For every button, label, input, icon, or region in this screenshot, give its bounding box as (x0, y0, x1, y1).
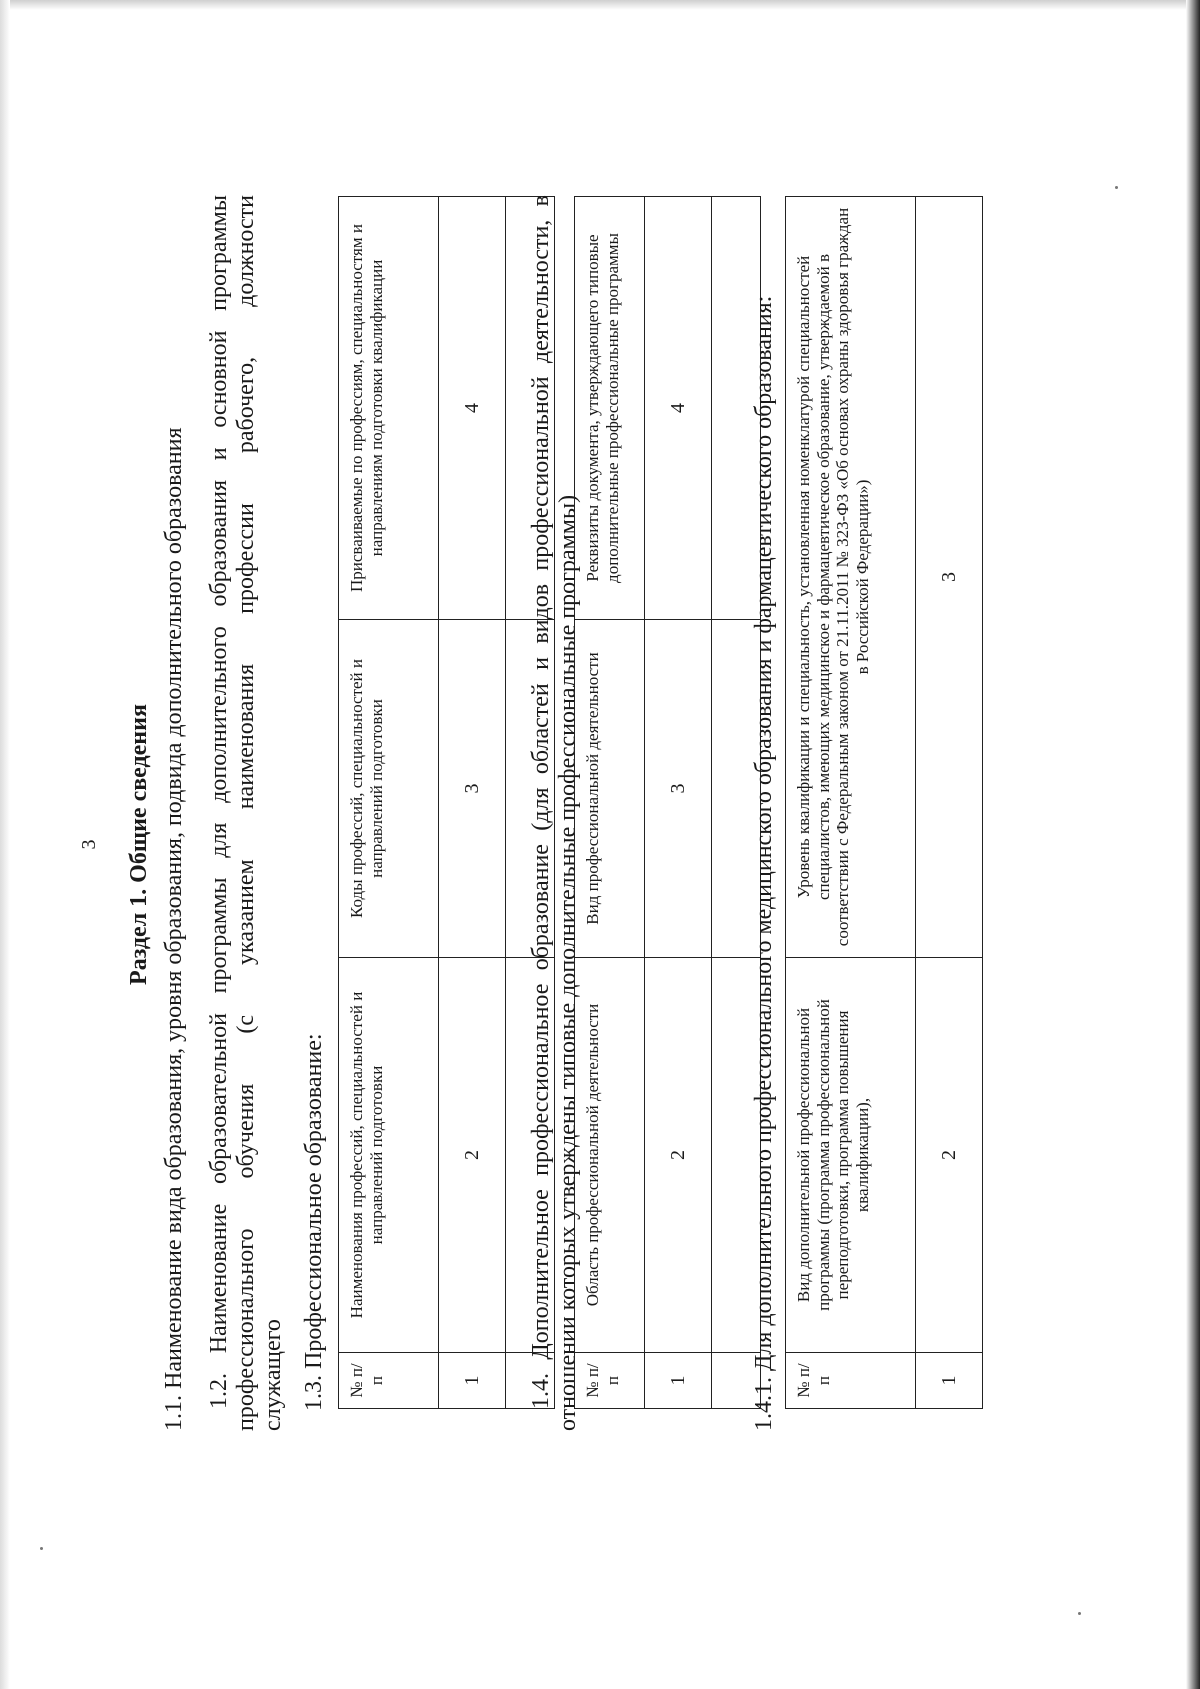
numbering-cell: 3 (439, 620, 506, 958)
table-header-row (339, 197, 439, 1409)
paragraph-1-4-line-1: 1.4. Дополнительное профессиональное образование (для областей и видов профессиональной деятельности, в (528, 195, 554, 1409)
header-cell-number: № п/п (786, 1353, 916, 1409)
header-cell-number: № п/п (339, 1353, 439, 1409)
numbering-cell: 1 (645, 1353, 712, 1409)
numbering-cell: 3 (645, 620, 712, 958)
header-cell-document-details: Реквизиты документа, утверждающего типовые дополнительные профессиональные программы (575, 197, 645, 620)
header-cell-qualification-level: Уровень квалификации и специальность, установленная номенклатурой специальностей специалистов, имеющих медицинское и фармацевтическое образование, утверждаемой в соответствии с Федеральным законом от 21.11.2011 № 323-ФЗ «Об основах охраны здоровья граждан в Российской Федерации») (786, 197, 916, 958)
table-header-row (575, 197, 645, 1409)
numbering-cell: 1 (916, 1353, 983, 1409)
paragraph-1-2-line-3: служащего (259, 1319, 286, 1431)
paragraph-1-4-1: 1.4.1. Для дополнительного профессионального медицинского образования и фармацевтического образования: (751, 295, 777, 1431)
header-cell-activity-type: Вид профессиональной деятельности (575, 620, 645, 958)
section-title: Раздел 1. Общие сведения (126, 704, 152, 985)
numbering-cell: 1 (439, 1353, 506, 1409)
numbering-cell: 2 (645, 958, 712, 1353)
paragraph-1-3: 1.3. Профессиональное образование: (301, 1033, 327, 1411)
header-cell-qualifications: Присваиваемые по профессиям, специальностям и направлениям подготовки квалификации (339, 197, 439, 620)
header-cell-program-type: Вид дополнительной профессиональной программы (программа профессиональной переподготовки, программа повышения квалификации), (786, 958, 916, 1353)
header-cell-names: Наименования профессий, специальностей и направлений подготовки (339, 958, 439, 1353)
numbering-cell: 2 (439, 958, 506, 1353)
header-cell-codes: Коды профессий, специальностей и направлений подготовки (339, 620, 439, 958)
table-additional-professional-education (574, 196, 761, 1409)
paragraph-1-2 (206, 195, 287, 1431)
page-number: 3 (78, 839, 100, 850)
numbering-cell: 4 (439, 197, 506, 620)
paragraph-1-4-line-2: отношении которых утверждены типовые дополнительные профессиональные программы) (555, 494, 582, 1431)
table-medical-pharmaceutical-education (785, 196, 983, 1409)
table-numbering-row (439, 197, 506, 1409)
paragraph-1-2-line-1: 1.2. Наименование образовательной программы для дополнительного образования и основной программы (206, 195, 232, 1409)
header-cell-area: Область профессиональной деятельности (575, 958, 645, 1353)
numbering-cell: 2 (916, 958, 983, 1353)
numbering-cell: 4 (645, 197, 712, 620)
paragraph-1-1: 1.1. Наименование вида образования, уровня образования, подвида дополнительного образования (161, 427, 187, 1431)
header-cell-number: № п/п (575, 1353, 645, 1409)
table-numbering-row (916, 197, 983, 1409)
paragraph-1-2-line-2: профессионального обучения (с указанием наименования профессии рабочего, должности (232, 195, 259, 1431)
numbering-cell: 3 (916, 197, 983, 958)
table-numbering-row (645, 197, 712, 1409)
table-header-row (786, 197, 916, 1409)
table-professional-education (338, 196, 555, 1409)
